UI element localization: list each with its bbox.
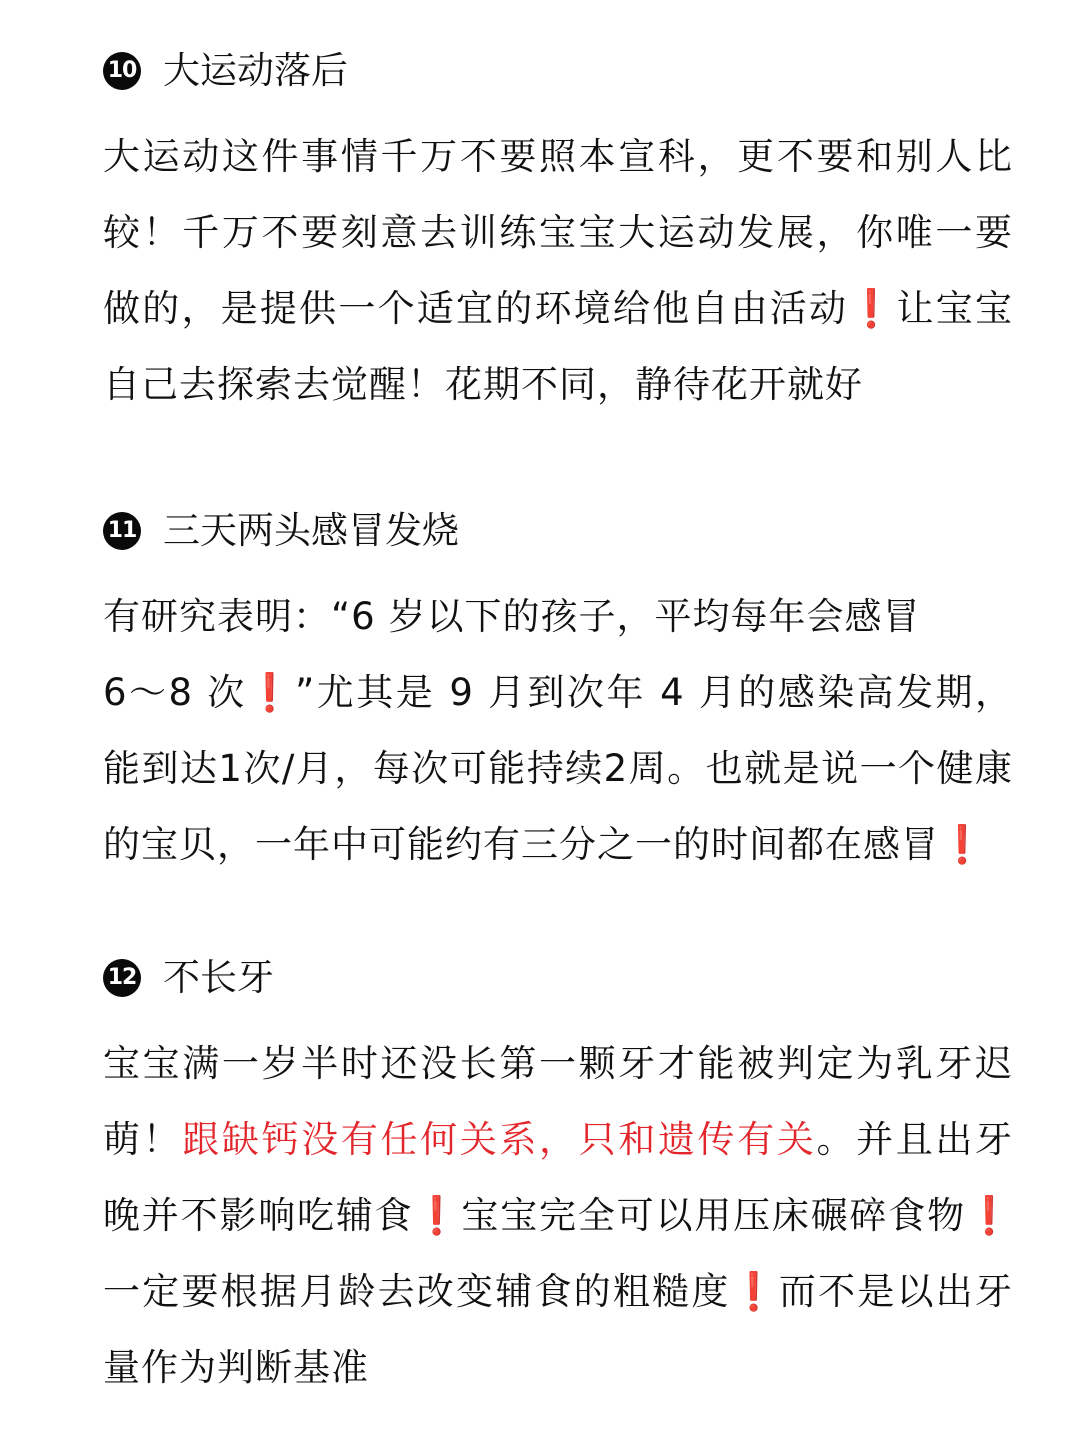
body-text: 一定要根据月龄去改变辅食的粗糙度 (103, 1270, 731, 1313)
number-badge: 12 (103, 959, 141, 997)
section-title: 三天两头感冒发烧 (163, 509, 459, 552)
highlight-text: 跟缺钙没有任何关系，只和遗传有关 (182, 1118, 817, 1161)
body-text: 宝宝完全可以用压床碾碎食物 (461, 1194, 966, 1237)
body-text: 而不是以出牙量作为判断基准 (103, 1270, 1014, 1389)
exclamation-icon: ❗ (965, 1194, 1014, 1237)
section-11 (103, 506, 1013, 883)
section-12 (103, 953, 1013, 1406)
exclamation-icon: ❗ (939, 823, 987, 866)
section-body (103, 1026, 1013, 1406)
section-body (103, 119, 1013, 423)
body-text: ”尤其是 9 月到次年 4 月的感染高发期，能到达1次/月，每次可能持续2周。也就是说一个健康的宝贝，一年中可能约有三分之一的时间都在感冒 (103, 671, 1014, 866)
section-body (103, 579, 1013, 883)
section-10 (103, 46, 1013, 423)
section-heading (103, 46, 1013, 96)
body-text: 宝宝满一岁半时还没长第一颗牙才能被判定为乳牙迟萌！ (103, 1042, 1013, 1161)
number-badge: 11 (103, 512, 141, 550)
section-title: 大运动落后 (163, 49, 348, 92)
exclamation-icon: ❗ (413, 1194, 462, 1237)
exclamation-icon: ❗ (730, 1270, 779, 1313)
body-text: 有研究表明：“6 岁以下的孩子，平均每年会感冒 (103, 595, 921, 638)
body-text: 大运动这件事情千万不要照本宣科，更不要和别人比较！千万不要刻意去训练宝宝大运动发展，你唯一要做的，是提供一个适宜的环境给他自由活动 (103, 135, 1013, 330)
section-heading (103, 506, 1013, 556)
number-badge: 10 (103, 52, 141, 90)
section-heading (103, 953, 1013, 1003)
body-text: 6～8 次 (103, 671, 247, 714)
body-text: 。并且出牙晚并不影响吃辅食 (103, 1118, 1014, 1237)
exclamation-icon: ❗ (848, 287, 897, 330)
exclamation-icon: ❗ (246, 671, 296, 714)
section-title: 不长牙 (163, 956, 274, 999)
body-text: 让宝宝自己去探索去觉醒！花期不同，静待花开就好 (103, 287, 1013, 406)
